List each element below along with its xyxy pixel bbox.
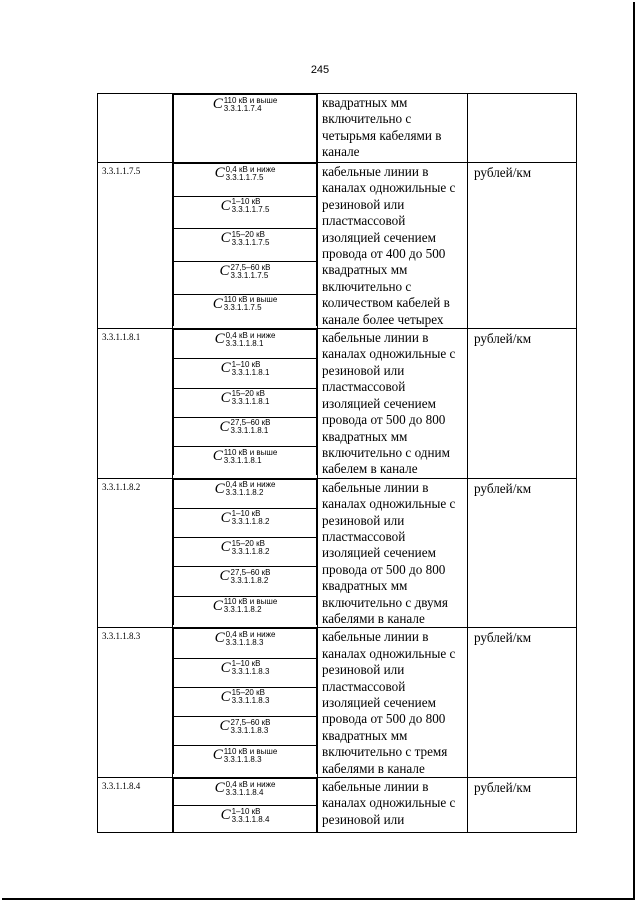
formula <box>215 332 276 348</box>
formula <box>221 540 270 556</box>
formula <box>215 781 276 797</box>
formula-subscript: 3.3.1.1.8.2 <box>230 575 269 585</box>
formula-subscript: 3.3.1.1.8.1 <box>223 455 262 465</box>
table-row <box>98 628 577 778</box>
formula-superscript: 15–20 кВ <box>231 229 265 239</box>
table-row <box>98 94 577 163</box>
formula-entry <box>174 596 317 625</box>
formula-symbol: C <box>220 539 231 556</box>
row-unit: рублей/км <box>474 630 532 646</box>
formula-symbol: C <box>214 780 225 797</box>
row-description: кабельные линии в каналах одножильные с резиновой или пластмассовой изоляцией сечением провода от 400 до 500 квадратных мм включительно с количеством кабелей в канале более четырех <box>322 164 456 327</box>
formula-symbol: C <box>212 747 223 764</box>
formula-entry <box>174 95 317 163</box>
formula-subscript: 3.3.1.1.7.5 <box>231 237 270 247</box>
row-code-cell <box>98 94 173 163</box>
row-code-cell <box>98 329 173 479</box>
formula-superscript: 27,5–60 кВ <box>230 717 271 727</box>
formula <box>221 510 270 526</box>
formula-entry <box>174 196 317 229</box>
description-cell <box>318 329 468 479</box>
description-cell <box>318 628 468 778</box>
formula <box>215 481 276 497</box>
formula <box>220 264 271 280</box>
formula-subscript: 3.3.1.1.8.2 <box>231 517 270 527</box>
formula <box>215 631 276 647</box>
unit-cell <box>468 628 577 778</box>
row-code-cell <box>98 478 173 628</box>
formula <box>215 166 276 182</box>
formula-subscript: 3.3.1.1.8.4 <box>231 814 270 824</box>
formula <box>221 390 270 406</box>
formula-symbol: C <box>220 509 231 526</box>
formula-entry <box>174 538 317 567</box>
formula-superscript: 27,5–60 кВ <box>230 262 271 272</box>
formula-subscript: 3.3.1.1.8.4 <box>225 787 264 797</box>
formula <box>213 296 278 312</box>
formula-entry <box>174 717 317 746</box>
formula <box>221 361 270 377</box>
formula-symbol: C <box>219 418 230 435</box>
row-code: 3.3.1.1.8.3 <box>102 631 141 642</box>
formula-superscript: 15–20 кВ <box>231 538 265 548</box>
formula-entry <box>174 567 317 596</box>
formula-cell <box>173 478 318 628</box>
formula-superscript: 0,4 кВ и ниже <box>225 330 276 340</box>
formula <box>221 231 270 247</box>
formula-subscript: 3.3.1.1.8.2 <box>223 605 262 615</box>
table-row <box>98 329 577 479</box>
formula-symbol: C <box>220 360 231 377</box>
formula-symbol: C <box>220 197 231 214</box>
formula-symbol: C <box>214 630 225 647</box>
formula-superscript: 1–10 кВ <box>231 659 261 669</box>
formula-entry <box>174 262 317 295</box>
formula-superscript: 27,5–60 кВ <box>230 418 271 428</box>
formula-entry <box>174 229 317 262</box>
row-code: 3.3.1.1.8.4 <box>102 781 141 792</box>
formula-superscript: 1–10 кВ <box>231 359 261 369</box>
formula-symbol: C <box>219 263 230 280</box>
formula-subscript: 3.3.1.1.8.3 <box>231 696 270 706</box>
formula-symbol: C <box>220 688 231 705</box>
formula-entry <box>174 658 317 687</box>
row-unit: рублей/км <box>474 480 532 496</box>
formula-symbol: C <box>220 389 231 406</box>
formula-superscript: 27,5–60 кВ <box>230 567 271 577</box>
unit-cell <box>468 778 577 833</box>
formula-entry <box>174 294 317 326</box>
formula-subscript: 3.3.1.1.8.2 <box>225 488 264 498</box>
table-row <box>98 478 577 628</box>
formula <box>220 719 271 735</box>
formula-subscript: 3.3.1.1.8.2 <box>231 546 270 556</box>
formula-superscript: 0,4 кВ и ниже <box>225 164 276 174</box>
formula <box>221 198 270 214</box>
formula-entry <box>174 447 317 476</box>
page-number: 245 <box>310 64 330 76</box>
formula-subscript: 3.3.1.1.7.4 <box>223 103 262 113</box>
formula-entry <box>174 359 317 388</box>
formula-superscript: 1–10 кВ <box>231 509 261 519</box>
formula-entry <box>174 629 317 658</box>
row-description: кабельные линии в каналах одножильные с резиновой или пластмассовой изоляцией сечением провода от 500 до 800 квадратных мм включительно с двумя кабелями в канале <box>322 479 456 626</box>
unit-cell <box>468 163 577 329</box>
row-code: 3.3.1.1.8.1 <box>102 332 141 343</box>
row-unit: рублей/км <box>474 780 532 796</box>
formula <box>221 689 270 705</box>
formula <box>213 748 278 764</box>
formula-entry <box>174 806 317 832</box>
formula-entry <box>174 746 317 775</box>
formula-subscript: 3.3.1.1.8.1 <box>231 367 270 377</box>
row-code <box>98 94 172 97</box>
formula-superscript: 1–10 кВ <box>231 197 261 207</box>
row-unit: рублей/км <box>474 165 532 180</box>
formula-subscript: 3.3.1.1.8.1 <box>230 426 269 436</box>
formula-superscript: 0,4 кВ и ниже <box>225 629 276 639</box>
row-description: кабельные линии в каналах одножильные с резиновой или <box>322 779 456 827</box>
description-cell <box>318 94 468 163</box>
formula-subscript: 3.3.1.1.8.3 <box>231 667 270 677</box>
formula-entry <box>174 779 317 806</box>
row-code: 3.3.1.1.7.5 <box>102 166 141 176</box>
formula-cell <box>173 94 318 163</box>
formula-subscript: 3.3.1.1.7.5 <box>225 172 264 182</box>
formula <box>221 660 270 676</box>
formula-symbol: C <box>220 807 231 824</box>
row-code-cell <box>98 163 173 329</box>
formula-subscript: 3.3.1.1.8.3 <box>223 754 262 764</box>
formula-subscript: 3.3.1.1.7.5 <box>223 303 262 313</box>
formula-subscript: 3.3.1.1.8.3 <box>230 725 269 735</box>
unit-cell <box>468 478 577 628</box>
row-unit: рублей/км <box>474 331 532 347</box>
formula <box>213 449 278 465</box>
formula-superscript: 110 кВ и выше <box>223 447 278 457</box>
formula-entry <box>174 388 317 417</box>
formula-subscript: 3.3.1.1.7.5 <box>231 205 270 215</box>
row-code-cell <box>98 628 173 778</box>
formula-symbol: C <box>212 295 223 312</box>
formula-subscript: 3.3.1.1.8.1 <box>225 338 264 348</box>
formula-subscript: 3.3.1.1.7.5 <box>230 270 269 280</box>
formula-superscript: 15–20 кВ <box>231 688 265 698</box>
formula <box>221 808 270 824</box>
row-code: 3.3.1.1.8.2 <box>102 481 141 492</box>
formula-cell <box>173 778 318 833</box>
formula-symbol: C <box>220 659 231 676</box>
row-description: кабельные линии в каналах одножильные с резиновой или пластмассовой изоляцией сечением провода от 500 до 800 квадратных мм включительно с одним кабелем в канале <box>322 330 456 477</box>
row-description: кабельные линии в каналах одножильные с резиновой или пластмассовой изоляцией сечением провода от 500 до 800 квадратных мм включительно с тремя кабелями в канале <box>322 629 456 776</box>
formula-symbol: C <box>220 230 231 247</box>
formula-entry <box>174 479 317 508</box>
formula-superscript: 15–20 кВ <box>231 389 265 399</box>
formula-superscript: 1–10 кВ <box>231 806 261 816</box>
formula <box>220 569 271 585</box>
formula-entry <box>174 417 317 446</box>
row-description: квадратных мм включительно с четырьмя кабелями в канале <box>322 95 442 160</box>
formula-superscript: 0,4 кВ и ниже <box>225 779 276 789</box>
unit-cell <box>468 329 577 479</box>
formula-symbol: C <box>214 480 225 497</box>
table-row <box>98 778 577 833</box>
formula-cell <box>173 163 318 329</box>
unit-cell <box>468 94 577 163</box>
formula <box>213 598 278 614</box>
description-cell <box>318 478 468 628</box>
formula-symbol: C <box>212 448 223 465</box>
formula-entry <box>174 164 317 197</box>
formula-symbol: C <box>219 718 230 735</box>
formula-cell <box>173 329 318 479</box>
formula-symbol: C <box>214 331 225 348</box>
formula-entry <box>174 330 317 359</box>
formula-entry <box>174 508 317 537</box>
formula-subscript: 3.3.1.1.8.1 <box>231 397 270 407</box>
description-cell <box>318 778 468 833</box>
formula-symbol: C <box>214 165 225 181</box>
row-code-cell <box>98 778 173 833</box>
formula-superscript: 110 кВ и выше <box>223 295 278 305</box>
formula-entry <box>174 687 317 716</box>
formula-superscript: 110 кВ и выше <box>223 597 278 607</box>
tariff-table <box>97 93 577 833</box>
formula-superscript: 110 кВ и выше <box>223 95 278 105</box>
formula <box>220 419 271 435</box>
formula-superscript: 110 кВ и выше <box>223 746 278 756</box>
formula <box>213 97 278 113</box>
formula-subscript: 3.3.1.1.8.3 <box>225 637 264 647</box>
formula-superscript: 0,4 кВ и ниже <box>225 480 276 490</box>
table-row <box>98 163 577 329</box>
row-unit <box>468 94 576 96</box>
formula-cell <box>173 628 318 778</box>
formula-symbol: C <box>219 568 230 585</box>
formula-symbol: C <box>212 597 223 614</box>
description-cell <box>318 163 468 329</box>
formula-symbol: C <box>212 96 223 112</box>
